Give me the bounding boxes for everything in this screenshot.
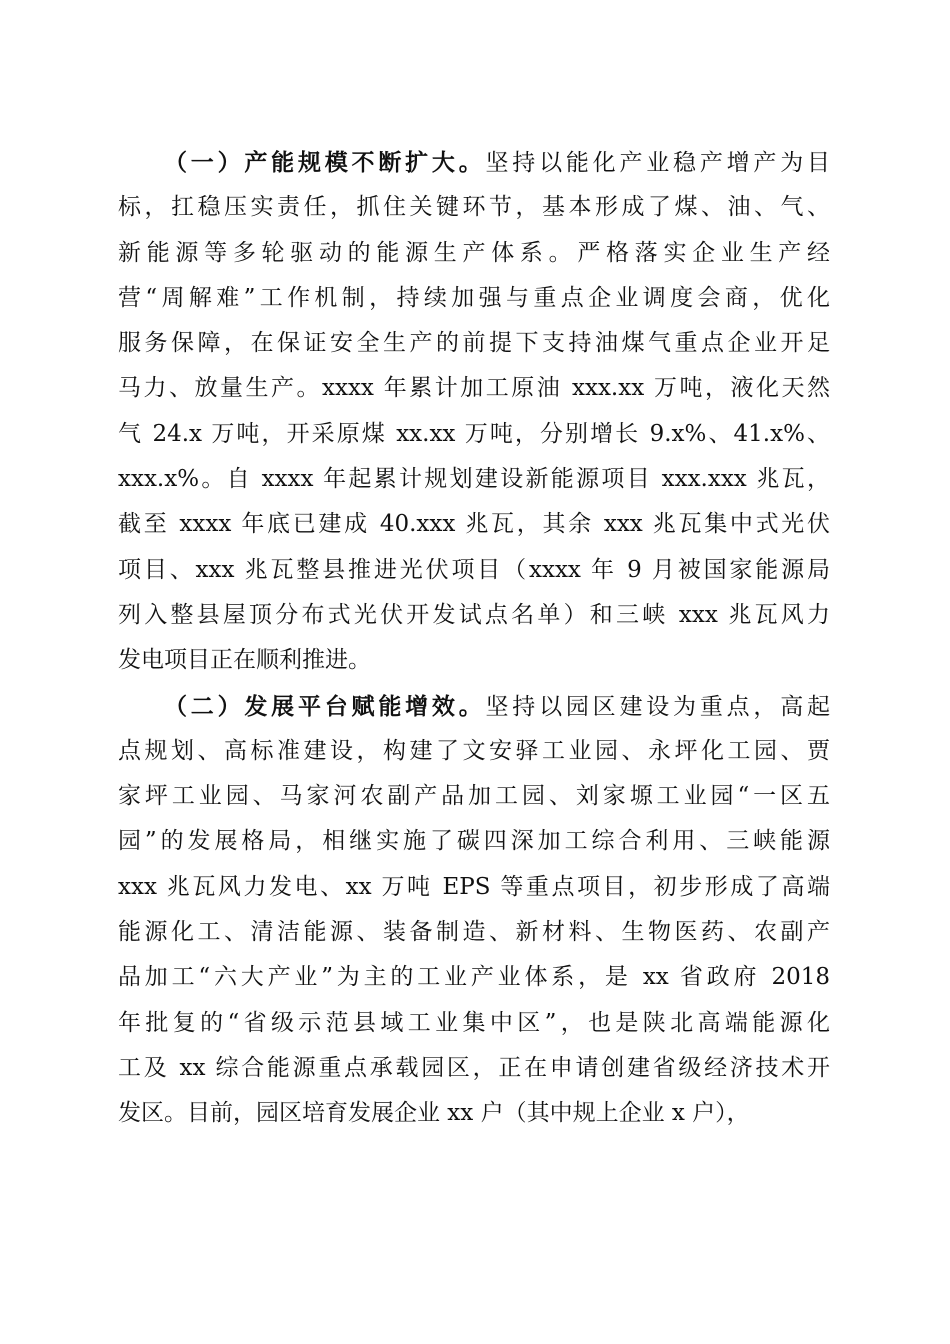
line-text: 坚持以能化产业稳产增产为目	[485, 150, 830, 176]
paragraph-line: 工及 xx 综合能源重点承载园区，正在申请创建省级经济技术开	[118, 1054, 830, 1081]
paragraph-line: 服务保障，在保证安全生产的前提下支持油煤气重点企业开足	[118, 330, 830, 357]
paragraph-line: 点规划、高标准建设，构建了文安驿工业园、永坪化工园、贾	[118, 737, 830, 764]
paragraph-line: 马力、放量生产。xxxx 年累计加工原油 xxx.xx 万吨，液化天然	[118, 375, 830, 402]
section-heading: （二）发展平台赋能增效。	[164, 692, 486, 720]
paragraph-line: 园”的发展格局，相继实施了碳四深加工综合利用、三峡能源	[118, 828, 830, 855]
paragraph-line: xxx 兆瓦风力发电、xx 万吨 EPS 等重点项目，初步形成了高端	[118, 873, 830, 900]
paragraph-line: 营“周解难”工作机制，持续加强与重点企业调度会商，优化	[118, 284, 830, 311]
paragraph-line	[118, 140, 830, 185]
paragraph-line: 标，扛稳压实责任，抓住关键环节，基本形成了煤、油、气、	[118, 194, 830, 221]
paragraph-line: 家坪工业园、马家河农副产品加工园、刘家塬工业园“一区五	[118, 783, 830, 810]
paragraph-line: 列入整县屋顶分布式光伏开发试点名单）和三峡 xxx 兆瓦风力	[118, 601, 830, 628]
paragraph-line	[118, 684, 830, 729]
paragraph-platform-empowerment	[118, 684, 830, 1137]
paragraph-line: 能源化工、清洁能源、装备制造、新材料、生物医药、农副产	[118, 919, 830, 946]
document-body	[118, 140, 830, 1137]
section-heading: （一）产能规模不断扩大。	[164, 149, 486, 176]
paragraph-line: 发区。目前，园区培育发展企业 xx 户（其中规上企业 x 户），	[118, 1100, 750, 1127]
paragraph-line: 品加工“六大产业”为主的工业产业体系，是 xx 省政府 2018	[118, 964, 830, 991]
paragraph-line: 发电项目正在顺利推进。	[118, 647, 371, 674]
paragraph-line: 项目、xxx 兆瓦整县推进光伏项目（xxxx 年 9 月被国家能源局	[118, 556, 830, 583]
paragraph-line: 截至 xxxx 年底已建成 40.xxx 兆瓦，其余 xxx 兆瓦集中式光伏	[118, 511, 830, 538]
paragraph-line: 年批复的“省级示范县域工业集中区”，也是陕北高端能源化	[118, 1009, 830, 1036]
line-text: 坚持以园区建设为重点，高起	[485, 693, 830, 720]
paragraph-line: 新能源等多轮驱动的能源生产体系。严格落实企业生产经	[118, 239, 830, 266]
paragraph-line: xxx.x%。自 xxxx 年起累计规划建设新能源项目 xxx.xxx 兆瓦，	[118, 466, 830, 493]
paragraph-capacity-scale	[118, 140, 830, 684]
paragraph-line: 气 24.x 万吨，开采原煤 xx.xx 万吨，分别增长 9.x%、41.x%、	[118, 420, 830, 447]
